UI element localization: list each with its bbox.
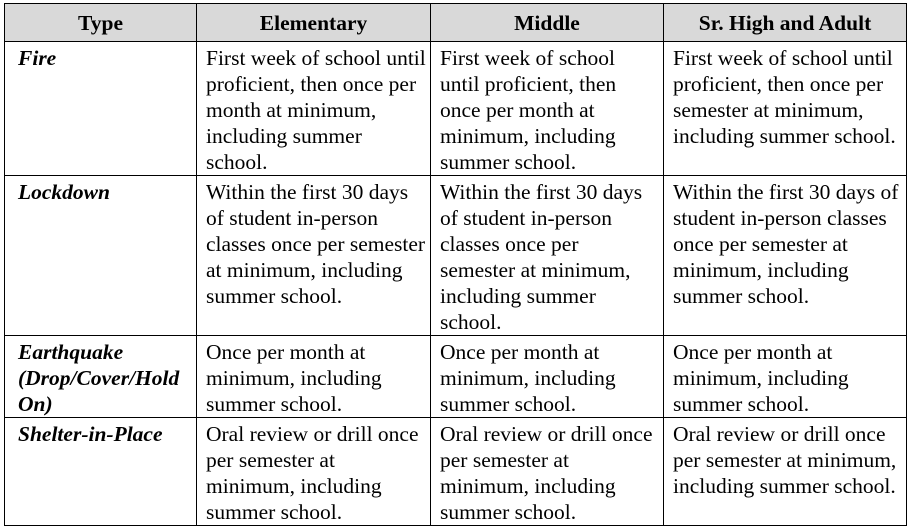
drill-schedule-table [4, 3, 907, 526]
cell-elementary: Once per month at minimum, including summer school. [197, 336, 431, 418]
cell-middle: First week of school until proficient, then once per month at minimum, including summer school. [431, 42, 664, 176]
header-elementary: Elementary [197, 4, 431, 42]
cell-sr-high-adult: Once per month at minimum, including summer school. [664, 336, 907, 418]
header-row [5, 4, 907, 42]
cell-elementary: First week of school until proficient, then once per month at minimum, including summer school. [197, 42, 431, 176]
header-type: Type [5, 4, 197, 42]
cell-elementary: Within the first 30 days of student in-person classes once per semester at minimum, including summer school. [197, 176, 431, 336]
row-type-shelter-in-place: Shelter-in-Place [5, 418, 197, 526]
row-type-earthquake: Earthquake (Drop/Cover/Hold On) [5, 336, 197, 418]
cell-middle: Within the first 30 days of student in-person classes once per semester at minimum, including summer school. [431, 176, 664, 336]
cell-sr-high-adult: Within the first 30 days of student in-person classes once per semester at minimum, including summer school. [664, 176, 907, 336]
header-sr-high-adult: Sr. High and Adult [664, 4, 907, 42]
table-row [5, 336, 907, 418]
table-row [5, 42, 907, 176]
table-header [5, 4, 907, 42]
table-row [5, 418, 907, 526]
header-middle: Middle [431, 4, 664, 42]
table-row [5, 176, 907, 336]
drill-schedule-table-container [4, 3, 907, 526]
row-type-fire: Fire [5, 42, 197, 176]
cell-middle: Oral review or drill once per semester at minimum, including summer school. [431, 418, 664, 526]
table-body [5, 42, 907, 526]
cell-middle: Once per month at minimum, including summer school. [431, 336, 664, 418]
cell-elementary: Oral review or drill once per semester at minimum, including summer school. [197, 418, 431, 526]
row-type-lockdown: Lockdown [5, 176, 197, 336]
cell-sr-high-adult: First week of school until proficient, then once per semester at minimum, including summer school. [664, 42, 907, 176]
cell-sr-high-adult: Oral review or drill once per semester at minimum, including summer school. [664, 418, 907, 526]
